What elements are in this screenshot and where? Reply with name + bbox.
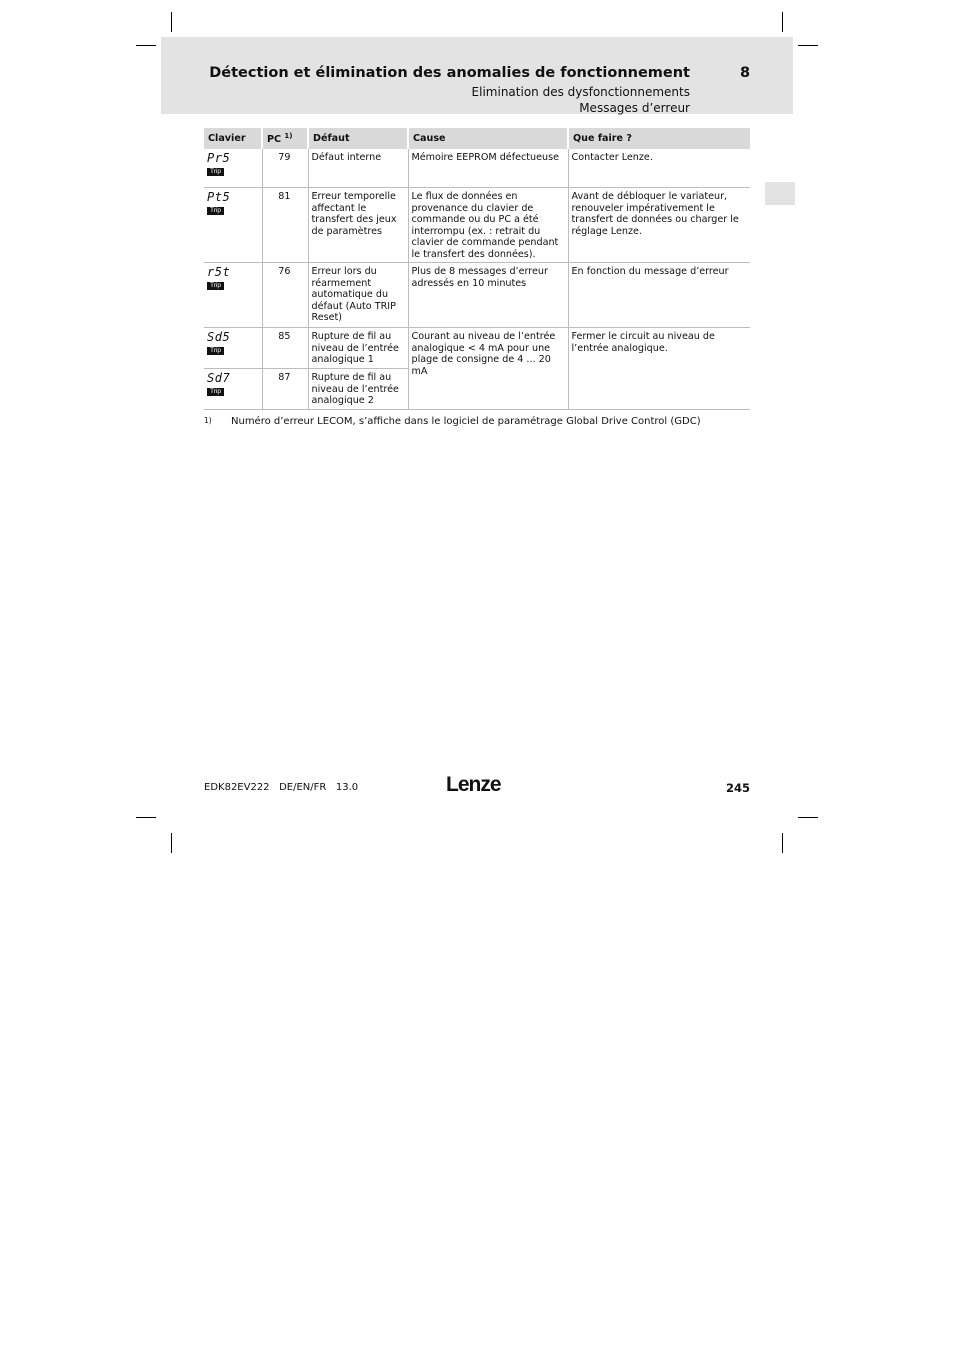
fault-cell: Erreur lors du réarmement automatique du défaut (Auto TRIP Reset): [308, 263, 408, 328]
table-header-row: [204, 128, 750, 149]
column-header-cause: Cause: [408, 128, 568, 149]
trip-badge: Trip: [207, 282, 224, 290]
error-messages-table: [204, 128, 750, 410]
keypad-code: Pt5: [207, 190, 231, 205]
pc-code: 81: [262, 188, 308, 263]
column-header-que-faire: Que faire ?: [568, 128, 750, 149]
pc-code: 79: [262, 149, 308, 188]
crop-mark: [782, 12, 783, 32]
action-cell: Fermer le circuit au niveau de l’entrée analogique.: [568, 328, 750, 410]
keypad-code: Pr5: [207, 150, 231, 165]
cause-cell: Le flux de données en provenance du clavier de commande ou du PC a été interrompu (ex. : retrait du clavier de commande pendant le transfert des données).: [408, 188, 568, 263]
chapter-side-tab: [765, 182, 795, 205]
keypad-cell: [204, 369, 262, 410]
crop-mark: [798, 45, 818, 46]
cause-cell: Mémoire EEPROM défectueuse: [408, 149, 568, 188]
table-row: [204, 263, 750, 328]
pc-code: 76: [262, 263, 308, 328]
action-cell: Contacter Lenze.: [568, 149, 750, 188]
column-header-pc: [262, 128, 308, 149]
column-header-pc-label: PC: [267, 134, 282, 146]
document-code: EDK82EV222 DE/EN/FR 13.0: [204, 782, 359, 793]
pc-code: 85: [262, 328, 308, 369]
keypad-code: Sd7: [207, 371, 231, 386]
table-row: [204, 149, 750, 188]
column-header-defaut: Défaut: [308, 128, 408, 149]
trip-badge: Trip: [207, 168, 224, 176]
crop-mark: [782, 833, 783, 853]
fault-cell: Défaut interne: [308, 149, 408, 188]
keypad-cell: [204, 328, 262, 369]
crop-mark: [136, 817, 156, 818]
table-row: [204, 328, 750, 369]
column-header-clavier: Clavier: [204, 128, 262, 149]
footnote-mark: 1): [204, 416, 212, 425]
trip-badge: Trip: [207, 207, 224, 215]
keypad-cell: [204, 188, 262, 263]
footnote-text: Numéro d’erreur LECOM, s’affiche dans le logiciel de paramétrage Global Drive Control (GDC): [231, 416, 701, 427]
footnote-ref: 1): [284, 132, 293, 140]
action-cell: En fonction du message d’erreur: [568, 263, 750, 328]
action-cell: Avant de débloquer le variateur, renouveler impérativement le transfert de données ou charger le réglage Lenze.: [568, 188, 750, 263]
keypad-code: Sd5: [207, 330, 231, 345]
chapter-title: Détection et élimination des anomalies de fonctionnement: [209, 65, 690, 81]
trip-badge: Trip: [207, 347, 224, 355]
keypad-cell: [204, 263, 262, 328]
crop-mark: [171, 833, 172, 853]
crop-mark: [798, 817, 818, 818]
fault-cell: Rupture de fil au niveau de l’entrée analogique 1: [308, 328, 408, 369]
keypad-cell: [204, 149, 262, 188]
trip-badge: Trip: [207, 388, 224, 396]
crop-mark: [171, 12, 172, 32]
crop-mark: [136, 45, 156, 46]
table-row: [204, 188, 750, 263]
page-number: 245: [725, 781, 750, 795]
chapter-number: 8: [740, 65, 751, 81]
pc-code: 87: [262, 369, 308, 410]
cause-cell: Plus de 8 messages d’erreur adressés en 10 minutes: [408, 263, 568, 328]
subsection-subtitle: Messages d’erreur: [579, 101, 690, 115]
cause-cell: Courant au niveau de l’entrée analogique < 4 mA pour une plage de consigne de 4 ... 20 mA: [408, 328, 568, 410]
lenze-logo: Lenze: [446, 773, 501, 796]
keypad-code: r5t: [207, 265, 231, 280]
fault-cell: Rupture de fil au niveau de l’entrée analogique 2: [308, 369, 408, 410]
fault-cell: Erreur temporelle affectant le transfert des jeux de paramètres: [308, 188, 408, 263]
section-subtitle: Elimination des dysfonctionnements: [471, 85, 690, 99]
